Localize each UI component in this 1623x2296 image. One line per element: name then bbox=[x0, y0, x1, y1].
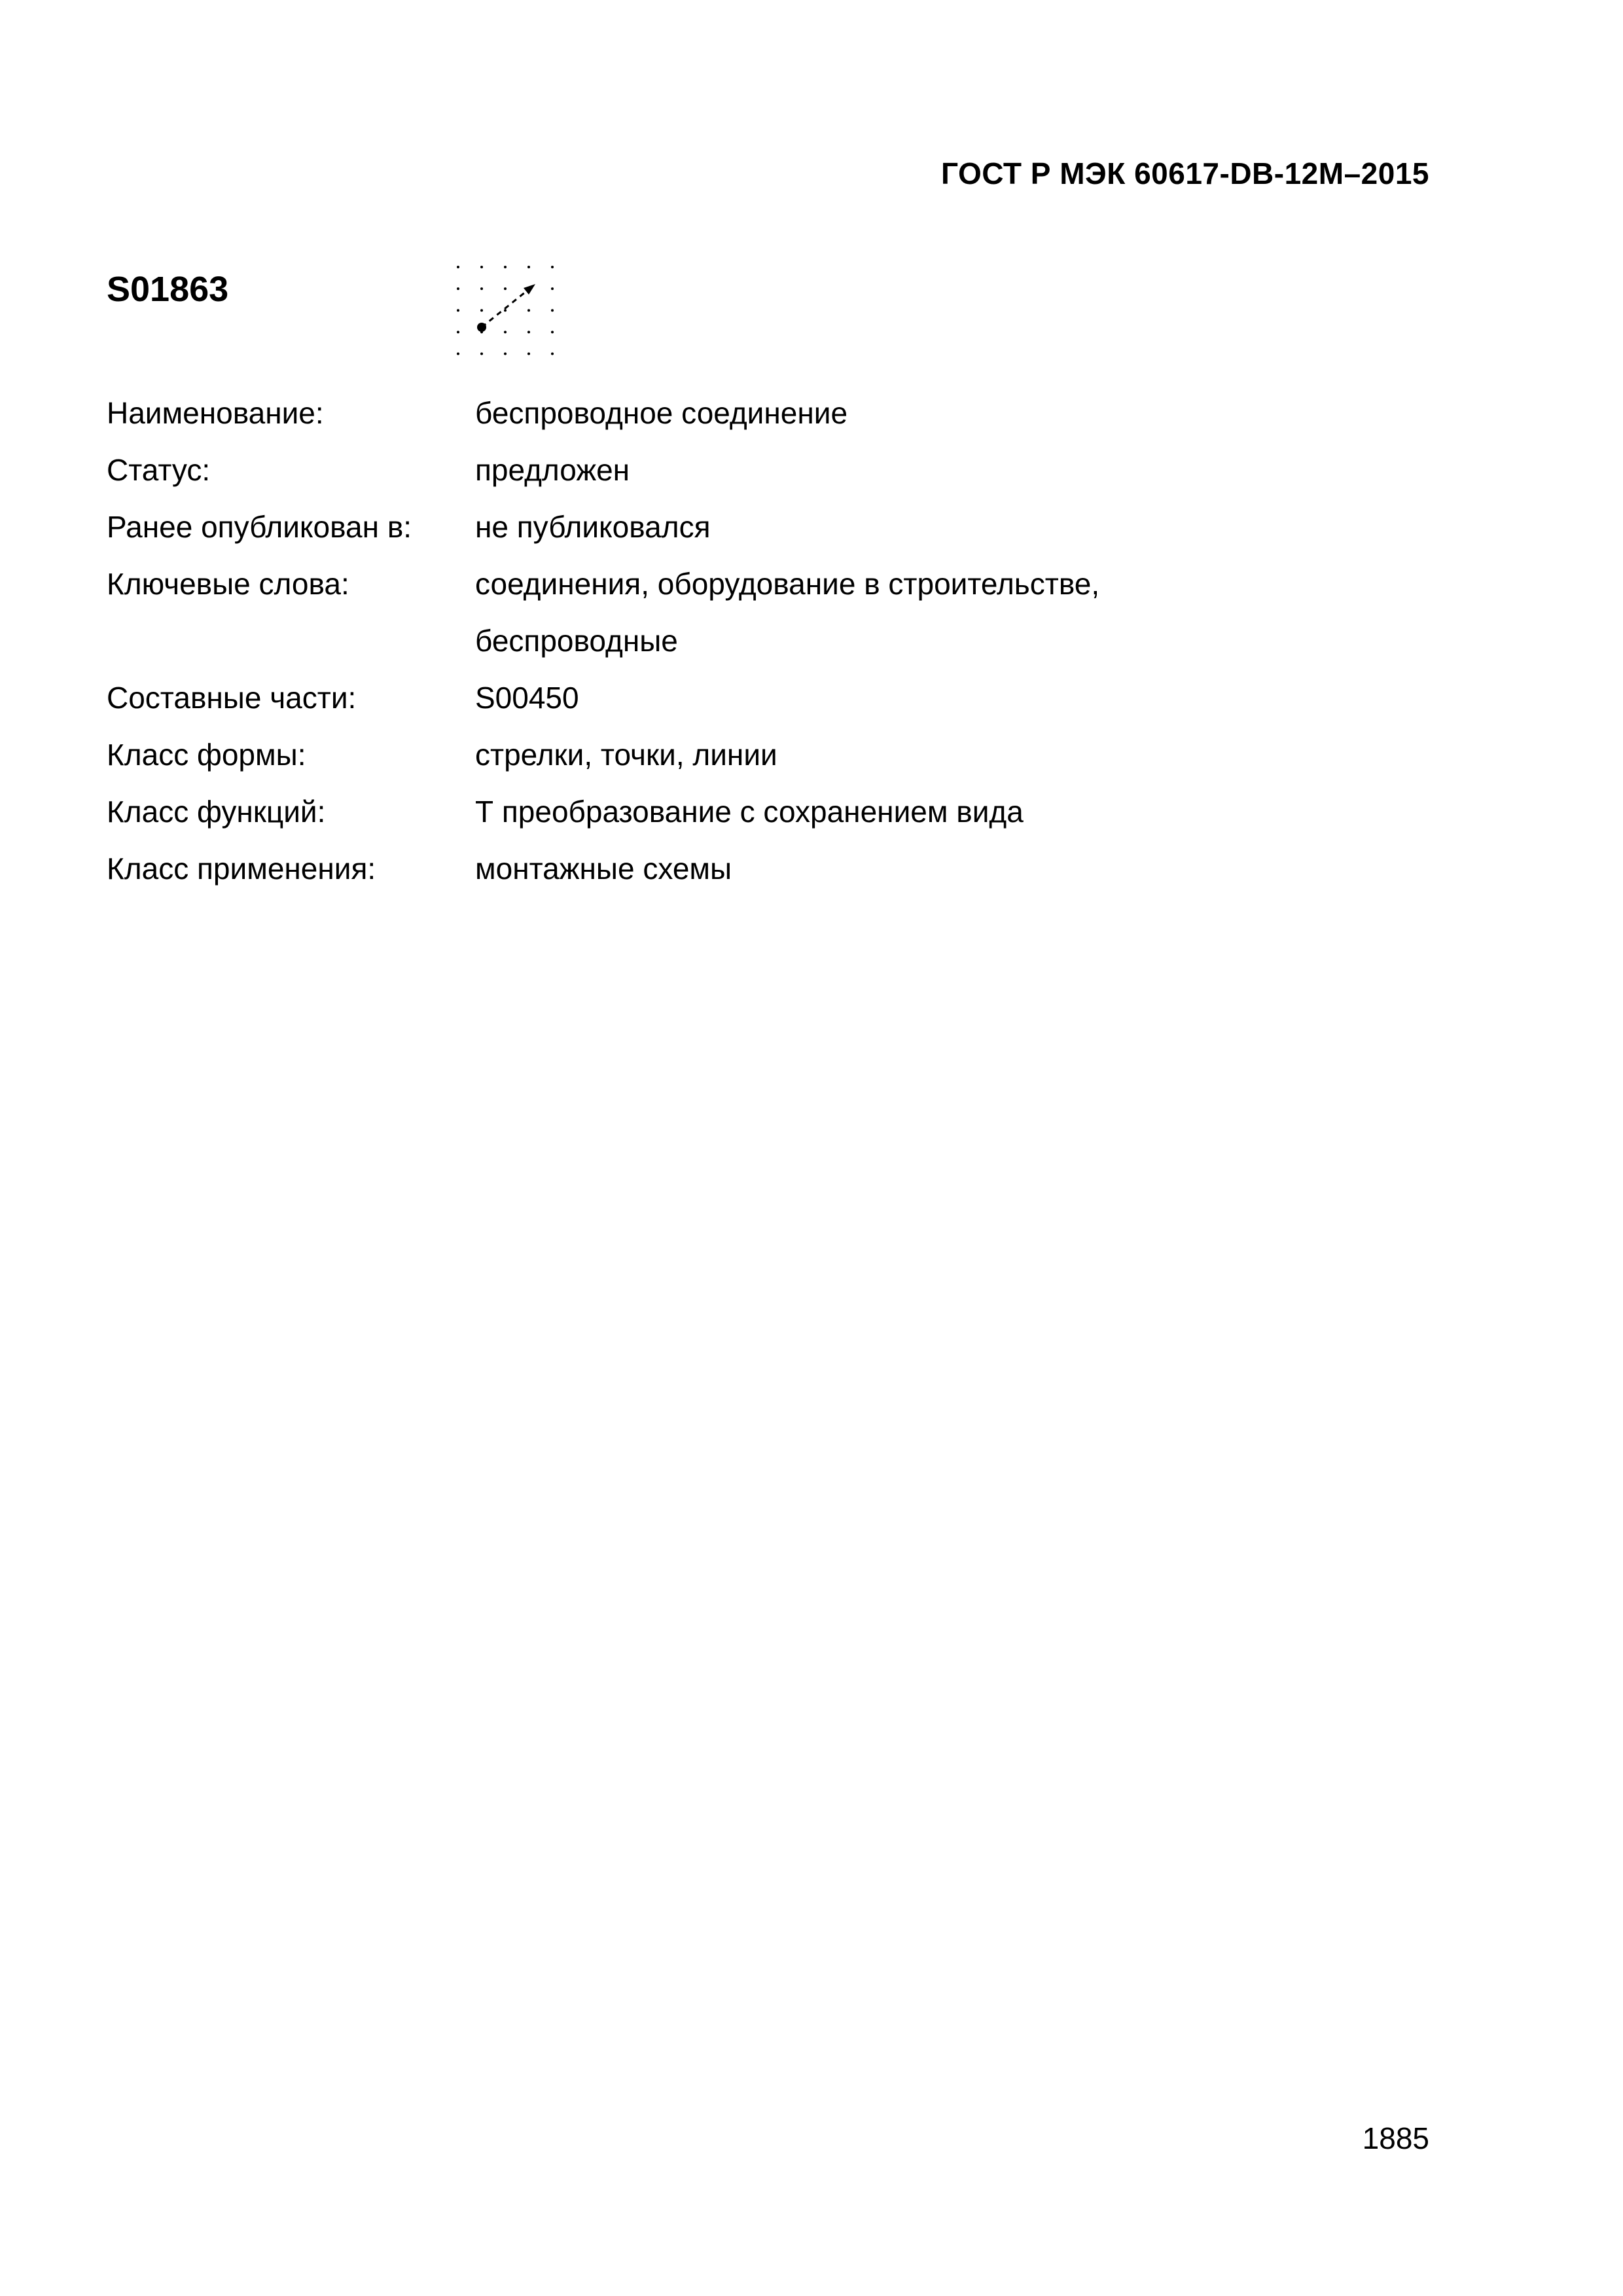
property-label: Составные части: bbox=[107, 681, 357, 715]
property-row-name bbox=[107, 385, 1350, 442]
grid-dot bbox=[480, 287, 483, 290]
property-label: Класс применения: bbox=[107, 852, 376, 886]
property-label: Класс формы: bbox=[107, 738, 306, 772]
property-value: соединения, оборудование в строительстве, bbox=[475, 567, 1100, 601]
property-label: Ключевые слова: bbox=[107, 567, 349, 601]
property-value: S00450 bbox=[475, 681, 579, 715]
grid-dot bbox=[504, 331, 507, 333]
start-dot bbox=[477, 323, 486, 332]
grid-dot bbox=[504, 352, 507, 355]
property-value: не публиковался bbox=[475, 510, 711, 544]
property-value: предложен bbox=[475, 453, 630, 487]
grid-dot bbox=[527, 266, 530, 268]
grid-dot bbox=[527, 352, 530, 355]
dashed-connection-line bbox=[482, 289, 529, 327]
grid-dots bbox=[457, 266, 554, 355]
grid-dot bbox=[457, 287, 459, 290]
property-row-function-class bbox=[107, 783, 1350, 840]
property-value: стрелки, точки, линии bbox=[475, 738, 777, 772]
grid-dot bbox=[480, 309, 483, 312]
grid-dot bbox=[551, 287, 554, 290]
grid-dot bbox=[551, 331, 554, 333]
grid-dot bbox=[527, 309, 530, 312]
grid-dot bbox=[457, 266, 459, 268]
property-value: беспроводное соединение bbox=[475, 396, 848, 430]
property-label: Ранее опубликован в: bbox=[107, 510, 412, 544]
property-value: монтажные схемы bbox=[475, 852, 732, 886]
grid-dot bbox=[551, 309, 554, 312]
property-label: Класс функций: bbox=[107, 795, 326, 829]
property-row-status bbox=[107, 442, 1350, 499]
grid-dot bbox=[504, 287, 507, 290]
grid-dot bbox=[480, 266, 483, 268]
page-number: 1885 bbox=[1362, 2121, 1429, 2155]
property-value: беспроводные bbox=[475, 624, 678, 658]
property-label: Статус: bbox=[107, 453, 211, 487]
grid-dot bbox=[527, 331, 530, 333]
property-label: Наименование: bbox=[107, 396, 324, 430]
grid-dot bbox=[457, 309, 459, 312]
property-row-published-in bbox=[107, 499, 1350, 556]
wireless-connection-symbol-icon bbox=[452, 260, 563, 359]
symbol-properties bbox=[107, 385, 1350, 897]
grid-dot bbox=[457, 352, 459, 355]
property-row-components bbox=[107, 670, 1350, 726]
property-row-application-class bbox=[107, 840, 1350, 897]
arrow-head bbox=[524, 284, 535, 295]
property-row-shape-class bbox=[107, 726, 1350, 783]
grid-dot bbox=[504, 266, 507, 268]
property-value: Т преобразование с сохранением вида bbox=[475, 795, 1024, 829]
grid-dot bbox=[551, 352, 554, 355]
standard-designation: ГОСТ Р МЭК 60617-DB-12M–2015 bbox=[941, 156, 1429, 190]
grid-dot bbox=[457, 331, 459, 333]
grid-dot bbox=[551, 266, 554, 268]
grid-dot bbox=[480, 352, 483, 355]
property-row-keywords bbox=[107, 556, 1350, 670]
symbol-code: S01863 bbox=[107, 270, 229, 309]
